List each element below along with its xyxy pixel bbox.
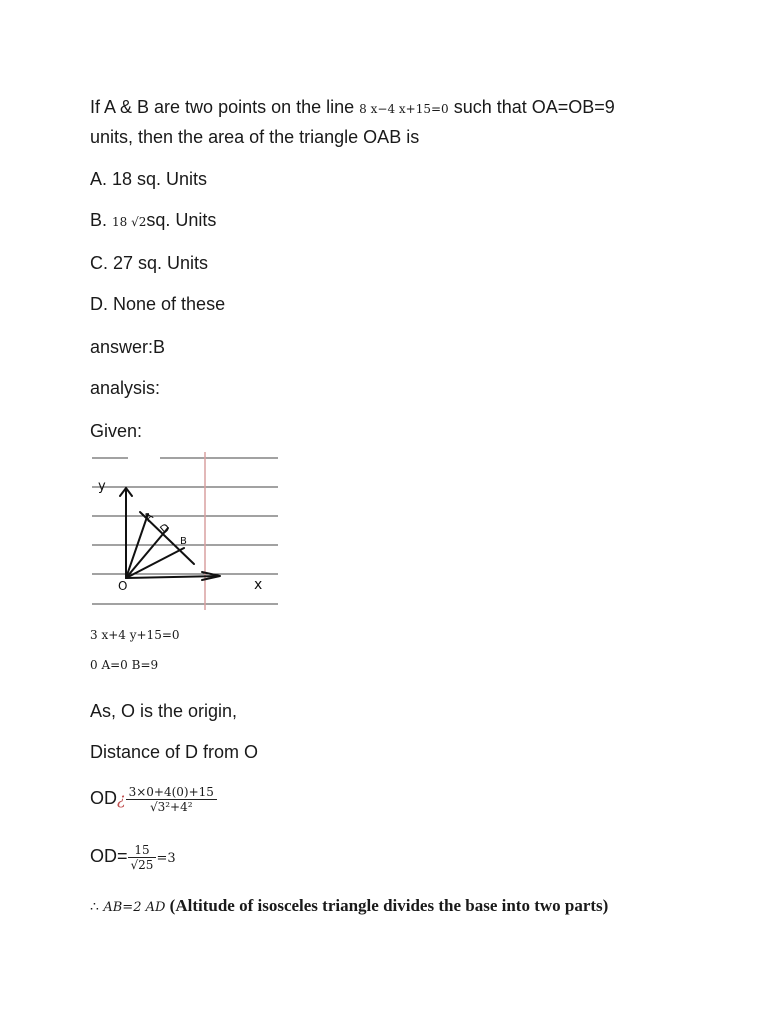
conclusion-text: (Altitude of isosceles triangle divides the base into two parts) xyxy=(165,896,609,915)
od-expression-1 xyxy=(90,782,217,815)
od-fraction-2-numerator: 15 xyxy=(128,843,157,858)
given-heading: Given: xyxy=(90,421,143,441)
given-equation-2: 0 A=0 B=9 xyxy=(90,658,159,672)
analysis-heading: analysis: xyxy=(90,378,161,398)
option-b xyxy=(90,209,216,233)
od-result: =3 xyxy=(156,851,176,866)
question-text-prefix: If A & B are two points on the line xyxy=(90,97,360,117)
question-text-suffix: such that OA=OB=9 xyxy=(448,97,615,117)
od-label: OD xyxy=(90,788,117,808)
od-glyph: ¿ xyxy=(117,789,126,808)
figure-label-o: O xyxy=(118,579,128,593)
distance-statement: Distance of D from O xyxy=(90,742,259,762)
hand-drawn-diagram xyxy=(90,452,280,612)
option-b-suffix: sq. Units xyxy=(146,210,217,230)
od2-label: OD= xyxy=(90,846,128,866)
origin-statement: As, O is the origin, xyxy=(90,701,238,721)
figure-label-y: y xyxy=(98,479,106,494)
option-b-math: 18 √2 xyxy=(112,215,147,229)
question-line-2: units, then the area of the triangle OAB is xyxy=(90,127,420,147)
figure-label-b: B xyxy=(180,536,187,547)
question-line-1 xyxy=(90,96,615,120)
option-c: C. 27 sq. Units xyxy=(90,253,209,273)
od-fraction-1 xyxy=(126,785,217,814)
given-equation-1: 3 x+4 y+15=0 xyxy=(90,628,180,642)
option-b-prefix: B. xyxy=(90,210,113,230)
therefore-symbol: ∴ xyxy=(90,899,104,915)
figure-label-d: D xyxy=(157,520,173,537)
od-fraction-1-denominator: √3²+4² xyxy=(149,799,193,814)
od-fraction-2 xyxy=(128,843,157,872)
conclusion-line xyxy=(90,894,608,919)
od-expression-2 xyxy=(90,840,176,875)
od-fraction-2-denominator: √25 xyxy=(130,857,154,872)
answer-text: answer:B xyxy=(90,337,166,357)
conclusion-math: AB=2 AD xyxy=(103,900,166,915)
od-fraction-1-numerator: 3×0+4(0)+15 xyxy=(126,785,217,800)
figure-label-a: A xyxy=(141,509,156,525)
option-a: A. 18 sq. Units xyxy=(90,169,208,189)
option-d: D. None of these xyxy=(90,294,226,314)
figure-label-x: x xyxy=(254,577,263,593)
line-equation: 8 x−4 x+15=0 xyxy=(359,102,449,116)
